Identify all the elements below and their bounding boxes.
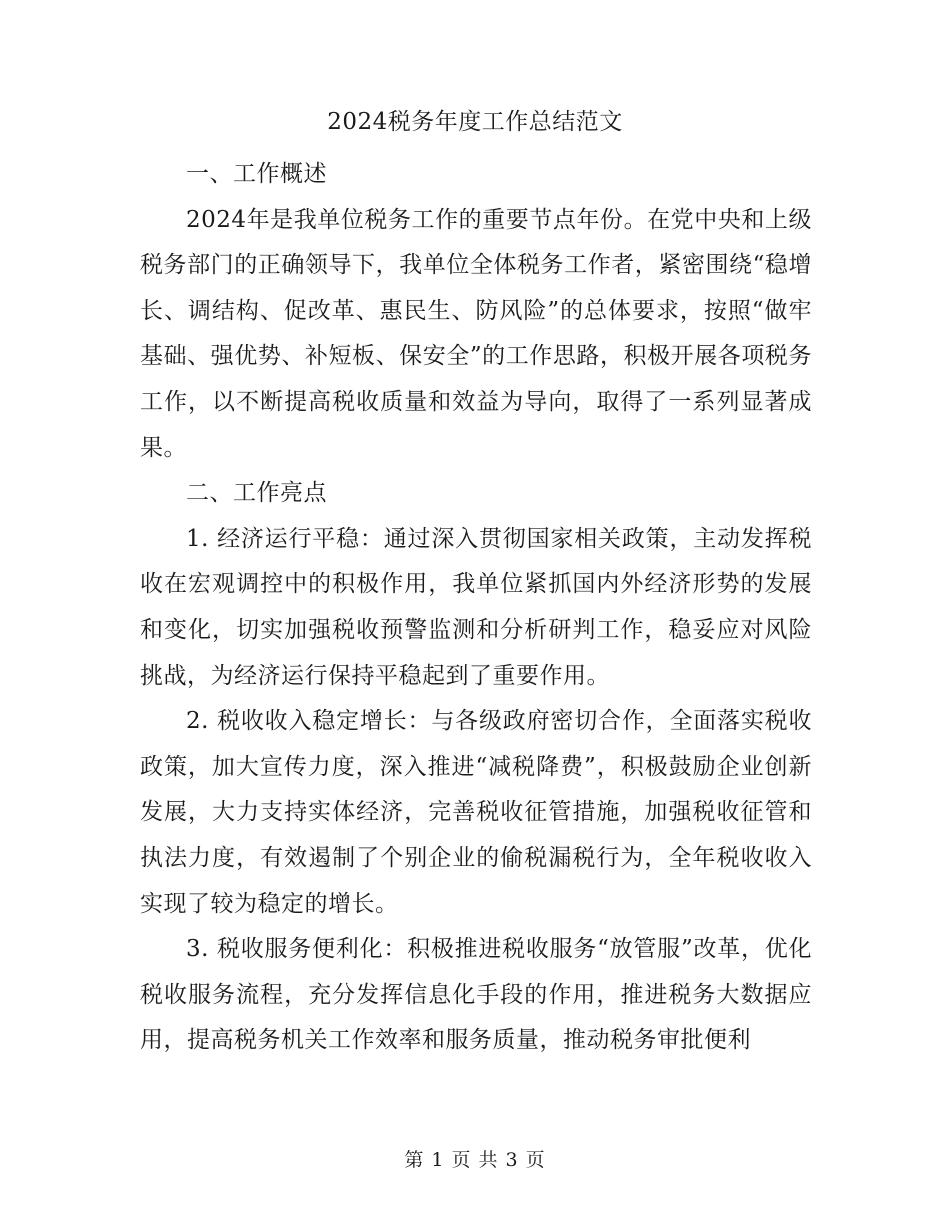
paragraph-item-3: 3. 税收服务便利化：积极推进税收服务“放管服”改革，优化税收服务流程，充分发挥信息化手段的作用，推进税务大数据应用，提高税务机关工作效率和服务质量，推动税务审批便利 (140, 936, 812, 1054)
page-footer: 第 1 页 共 3 页 (404, 1149, 546, 1171)
section-heading-highlights: 二、工作亮点 (186, 480, 327, 507)
document-title: 2024税务年度工作总结范文 (327, 109, 623, 135)
paragraph-overview: 2024年是我单位税务工作的重要节点年份。在党中央和上级税务部门的正确领导下，我单位全体税务工作者，紧密围绕“稳增长、调结构、促改革、惠民生、防风险”的总体要求，按照“做牢基础、强优势、补短板、保安全”的工作思路，积极开展各项税务工作，以不断提高税收质量和效益为导向，取得了一系列显著成果。 (140, 206, 812, 461)
paragraph-item-1: 1. 经济运行平稳：通过深入贯彻国家相关政策，主动发挥税收在宏观调控中的积极作用，我单位紧抓国内外经济形势的发展和变化，切实加强税收预警监测和分析研判工作，稳妥应对风险挑战，为经济运行保持平稳起到了重要作用。 (140, 525, 812, 689)
paragraph-item-2: 2. 税收收入稳定增长：与各级政府密切合作，全面落实税收政策，加大宣传力度，深入推进“减税降费”，积极鼓励企业创新发展，大力支持实体经济，完善税收征管措施，加强税收征管和执法力度，有效遏制了个别企业的偷税漏税行为，全年税收收入实现了较为稳定的增长。 (140, 708, 812, 917)
document-body (140, 152, 812, 1064)
section-heading-overview: 一、工作概述 (186, 161, 327, 187)
